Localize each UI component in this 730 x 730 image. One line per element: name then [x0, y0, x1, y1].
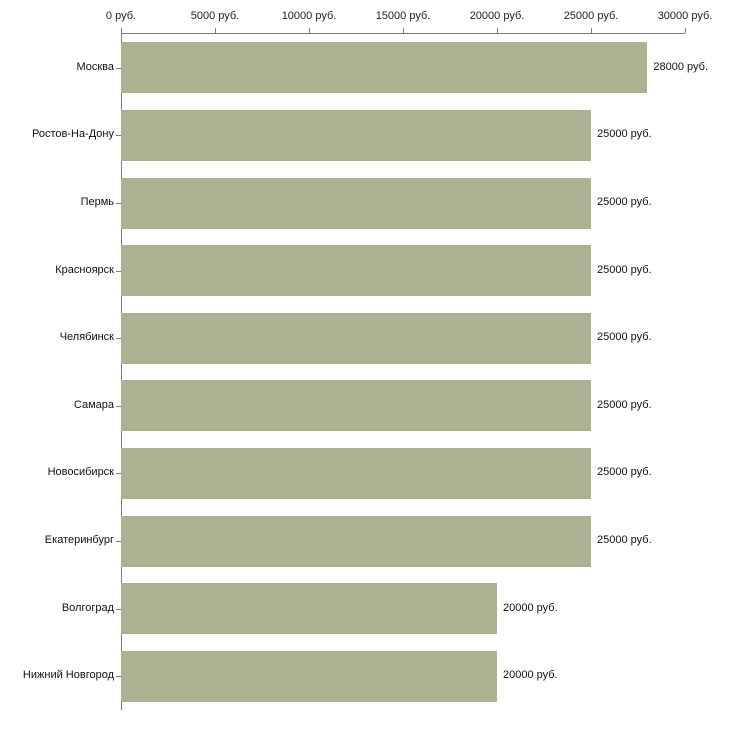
x-axis-tick-label: 15000 руб. — [375, 10, 431, 22]
y-axis-tick-mark — [116, 609, 121, 610]
x-axis-line — [121, 33, 685, 34]
x-axis-tick-label: 20000 руб. — [469, 10, 525, 22]
bar[interactable] — [121, 42, 647, 93]
x-axis-tick-label: 5000 руб. — [190, 10, 240, 22]
x-axis-tick-label: 10000 руб. — [281, 10, 337, 22]
y-axis-tick-mark — [116, 203, 121, 204]
category-label: Самара — [73, 398, 114, 411]
y-axis-tick-mark — [116, 338, 121, 339]
bar[interactable] — [121, 178, 591, 229]
bar-value-label: 20000 руб. — [503, 601, 558, 614]
x-axis-tick-mark — [403, 28, 404, 33]
bar-value-label: 25000 руб. — [597, 466, 652, 479]
y-axis-tick-mark — [116, 676, 121, 677]
category-label: Новосибирск — [47, 466, 114, 479]
category-label: Пермь — [80, 196, 114, 208]
y-axis-tick-mark — [116, 135, 121, 136]
bar-value-label: 25000 руб. — [597, 331, 652, 344]
bar-value-label: 25000 руб. — [597, 398, 652, 411]
y-axis-tick-mark — [116, 271, 121, 272]
y-axis-tick-mark — [116, 406, 121, 407]
x-axis-tick-label: 0 руб. — [105, 10, 137, 22]
x-axis-tick-mark — [685, 28, 686, 33]
y-axis-tick-mark — [116, 473, 121, 474]
category-label: Волгоград — [61, 601, 114, 614]
category-label: Москва — [76, 60, 114, 73]
bar[interactable] — [121, 245, 591, 296]
bar-value-label: 20000 руб. — [503, 669, 558, 682]
y-axis-tick-mark — [116, 541, 121, 542]
category-label: Челябинск — [59, 331, 114, 344]
bar[interactable] — [121, 448, 591, 499]
bar-value-label: 25000 руб. — [597, 196, 652, 208]
bar[interactable] — [121, 110, 591, 161]
bar-value-label: 25000 руб. — [597, 128, 652, 141]
bar-value-label: 25000 руб. — [597, 263, 652, 276]
bar[interactable] — [121, 516, 591, 567]
bar[interactable] — [121, 651, 497, 702]
bar[interactable] — [121, 380, 591, 431]
x-axis-tick-mark — [121, 28, 122, 33]
category-label: Ростов-На-Дону — [31, 128, 114, 141]
bar-value-label: 25000 руб. — [597, 534, 652, 546]
x-axis — [0, 0, 730, 34]
y-axis-tick-mark — [116, 68, 121, 69]
category-label: Красноярск — [55, 263, 114, 276]
category-label: Нижний Новгород — [22, 669, 114, 682]
x-axis-tick-label: 30000 руб. — [657, 10, 713, 22]
x-axis-tick-mark — [497, 28, 498, 33]
bar[interactable] — [121, 313, 591, 364]
bar[interactable] — [121, 583, 497, 634]
x-axis-tick-mark — [309, 28, 310, 33]
x-axis-tick-mark — [215, 28, 216, 33]
bar-value-label: 28000 руб. — [653, 60, 709, 73]
x-axis-tick-mark — [591, 28, 592, 33]
x-axis-tick-label: 25000 руб. — [563, 10, 619, 22]
category-label: Екатеринбург — [44, 534, 114, 546]
